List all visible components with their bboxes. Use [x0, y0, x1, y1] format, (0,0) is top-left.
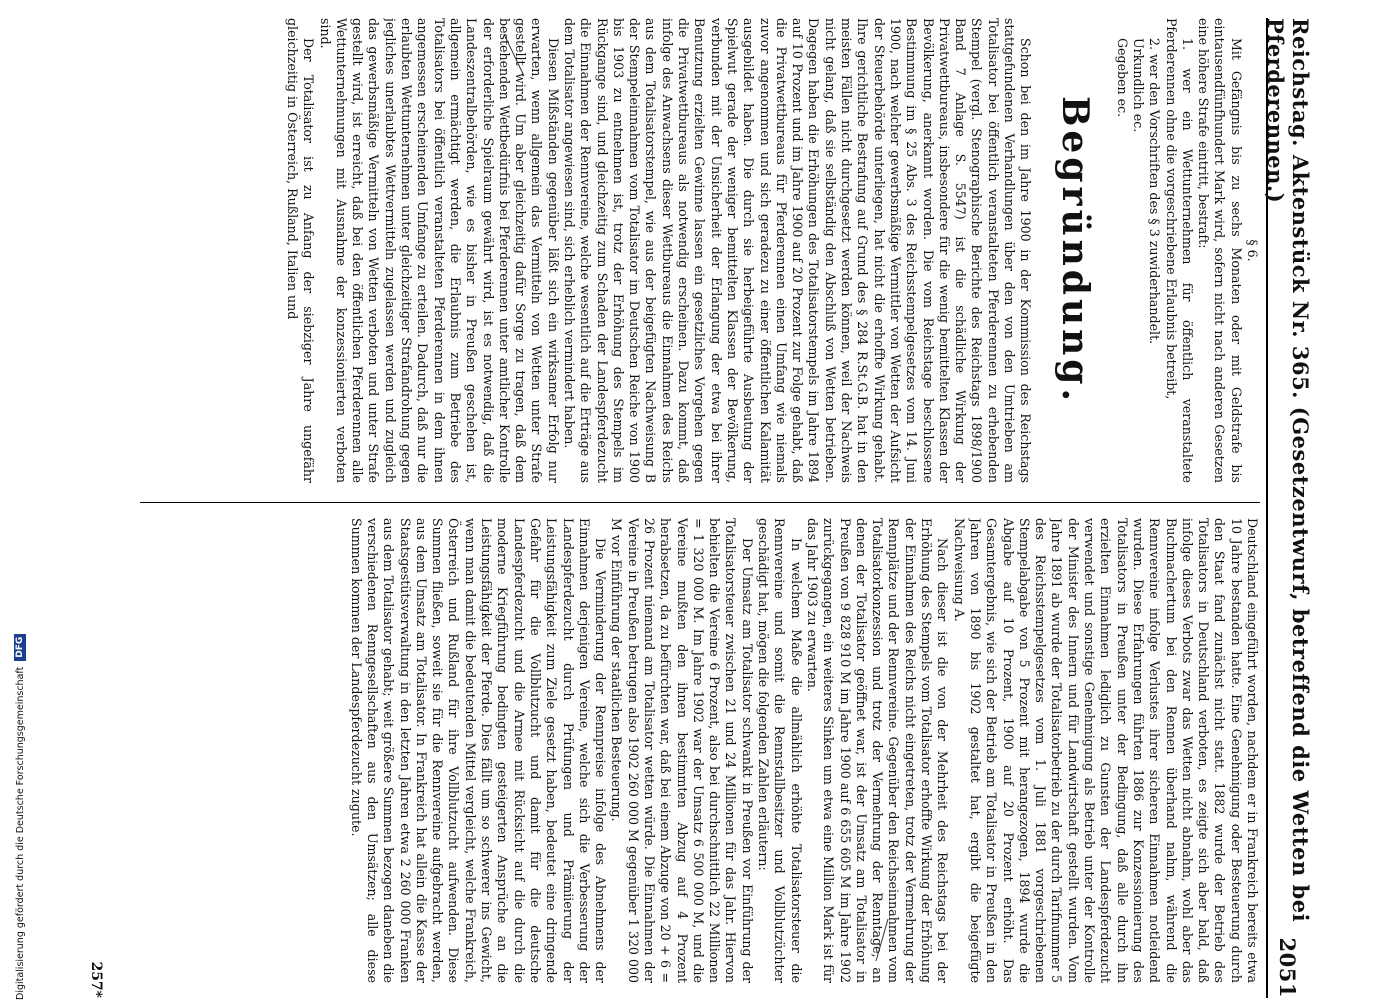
pencil-mark: [500, 30, 530, 80]
body-paragraph: In welchem Maße die allmählich erhöhte Totalisatorsteuer die Rennvereine und somit die Rennstallbesitzer und Vollblutzüchter geschädigt hat, mögen die folgenden Zahlen erläutern:: [756, 518, 804, 983]
credit-text: Digitalisierung gefördert durch die Deutsche Forschungsgemeinschaft: [14, 666, 26, 1000]
dfg-logo: DFG: [14, 634, 26, 661]
body-paragraph: Diesen Mißständen gegenüber läßt sich ein wirksamer Erfolg nur erwarten, wenn allgemein das Vermitteln von Wetten unter Strafe gestellt wird. Um aber gleichzeitig dafür Sorge zu tragen, daß dem bestehenden Wettbedürfnis bei Pferderennen unter amtlicher Kontrolle der erforderliche Spielraum gewährt wird, ist es notwendig, daß die Landeszentralbehörden, wie es bisher in Preußen geschehen ist, allgemein ermächtigt werden, die Erlaubnis zum Betriebe des Totalisators bei öffentlich veranstalteten Pferderennen in dem ihnen angemessen erscheinenden Umfange zu erteilen. Dadurch, daß nur die erlaubten Wettunternehmen unter gleichzeitiger Strafandrohung gegen jegliches unerlaubtes Wettvermitteln zugelassen werden und zugleich das gewerbsmäßige Vermitteln von Wetten verboten und unter Strafe gestellt wird, ist erreicht, daß bei den öffentlichen Pferderennen alle Wettunternehmungen mit Ausnahme der konzessionierten verboten sind.: [317, 18, 561, 483]
page-content: [80, 18, 1320, 998]
body-paragraph: Deutschland eingeführt worden, nachdem er in Frankreich bereits etwa 10 Jahre bestanden hatte. Eine Genehmigung oder Besteuerung durch den Staat fand zunächst nicht statt. 1882 wurde der Betrieb des Totalisators in Deutschland verboten, es zeigte sich aber bald, daß infolge dieses Verbots zwar das Wetten nicht abnahm, wohl aber das Buchmachertum bei den Rennen überhand nahm, während die Rennvereine infolge Verlustes ihrer sicheren Einnahmen notleidend wurden. Diese Erfahrungen führten 1886 zur Konzessionierung des Totalisators in Preußen unter der Bedingung, daß alle durch ihn erzielten Einnahmen lediglich zu Gunsten der Landespferdezucht verwendet und sonstige Genehmigung als Betrieb unter der Kontrolle der Minister des Innern und für Landwirtschaft gestellt wurden. Vom Jahre 1891 ab wurde der Totalisatorbetrieb zu der durch Tarifnummer 5 des Reichsstempelgesetzes vom 1. Juli 1881 vorgeschriebenen Stempelabgabe von 5 Prozent mit herangezogen, 1894 wurde die Abgabe auf 10 Prozent, 1900 auf 20 Prozent erhöht. Das Gesamtergebnis, wie sich der Betrieb am Totalisator in Preußen in den Jahren von 1890 bis 1902 gestaltet hat, ergibt die beigefügte Nachweisung A.: [951, 518, 1260, 983]
left-column: [140, 18, 1260, 483]
body-paragraph: Nach dieser ist die von der Mehrheit des Reichstags bei der Erhöhung des Stempels vom Totalisator erhoffte Wirkung der Erhöhung der Einnahmen des Reichs nicht eingetreten, trotz der Vermehrung der Rennplätze und der Rennvereine. Gegenüber den Reichseinnahmen vom Totalisatorkonzession und trotz der Vermehrung der Renntage, an denen der Totalisator geöffnet war, ist der Umsatz am Totalisator in Preußen von 9 828 910 M im Jahre 1900 auf 6 655 605 M im Jahre 1902 zurückgegangen, ein weiteres Sinken um etwa eine Million Mark ist für das Jahr 1903 zu erwarten.: [804, 518, 951, 983]
closing-line: Gegeben ec.: [1114, 38, 1130, 118]
body-paragraph: Der Umsatz am Totalisator schwankt in Preußen vor Einführung der Totalisatorsteuer zwischen 21 und 24 Millionen für das Jahr. Hiervon behielten die Vereine 6 Prozent, also bei durchschnittlich 22 Millionen = 1 320 000 M. Im Jahre 1902 war der Umsatz 6 500 000 M, und die Vereine mußten den ihnen bestimmten Abzug auf 4 Prozent herabsetzen, da zu befürchten war, daß bei einem Abzuge von 20 + 6 = 26 Prozent niemand am Totalisator wetten würde. Die Einnahmen der Vereine in Preußen betrugen also 1902 260 000 M gegenüber 1 320 000 M vor Einführung der staatlichen Besteuerung.: [609, 518, 755, 983]
section-heading: Begründung.: [1054, 95, 1097, 406]
running-head-title: Reichstag. Aktenstück Nr. 365. (Gesetzentwurf, betreffend die Wetten bei Pferderennen.): [1263, 18, 1313, 923]
section-mark: § 6.: [1245, 239, 1260, 262]
document-page: [50, 0, 1320, 1000]
pencil-mark: [872, 915, 892, 965]
digitization-credit: [14, 634, 26, 1000]
column-divider: [140, 502, 1260, 503]
body-paragraph: Der Totalisator ist zu Anfang der siebziger Jahre ungefähr gleichzeitig in Österreich, Rußland, Italien und: [284, 18, 317, 483]
list-item: 2. wer den Vorschriften des § 3 zuwiderhandelt.: [1147, 38, 1163, 345]
folio: 257*: [88, 961, 104, 998]
penalty-intro: Mit Gefängnis bis zu sechs Monaten oder mit Geldstrafe bis eintausendfünfhundert Mark wird, sofern nicht nach anderen Gesetzen eine höhere Strafe eintritt, bestraft:: [1196, 18, 1244, 483]
right-column: [140, 518, 1260, 983]
list-item: 1. wer ein Wettunternehmen für öffentlich veranstaltete Pferderennen ohne die vorgeschriebene Erlaubnis betreibt,: [1163, 18, 1195, 483]
page-number: 2051: [1275, 937, 1301, 998]
running-head: [1263, 18, 1313, 998]
body-paragraph: Schon bei den im Jahre 1900 in der Kommission des Reichstags stattgefundenen Verhandlungen über den von den Umtrieben am Totalisator bei öffentlich veranstalteten Pferderennen zu erhebenden Stempel (vergl. Stenographische Berichte des Reichstags 1898/1900 Band 7 Anlage S. 5547) ist die schädliche Wirkung der Privatwettbureaus, insbesondere für die wenig bemittelten Klassen der Bevölkerung, anerkannt worden. Die vom Reichstage beschlossene Bestimmung im § 25 Abs. 3 des Reichsstempelgesetzes vom 14. Juni 1900, nach welcher gewerbsmäßige Vermittler von Wetten der Aufsicht der Steuerbehörde unterliegen, hat nicht die erhoffte Wirkung gehabt. Ihre gerichtliche Bestrafung auf Grund des § 284 R.St.G.B. hat in den meisten Fällen nicht durchgesetzt werden können, weil der Nachweis nicht gelang, daß sie selbständig den Abschluß von Wetten betrieben. Dagegen haben die Erhöhungen des Totalisatorstempels im Jahre 1894 auf 10 Prozent und im Jahre 1900 auf 20 Prozent zur Folge gehabt, daß die Privatwettbureaus für Pferderennen einen Umfang wie niemals zuvor angenommen und sich geradezu zu einer öffentlichen Kalamität ausgebildet haben. Die durch sie herbeigeführte Ausbeutung der Spielwut gerade der weniger bemittelten Klassen der Bevölkerung, verbunden mit der Unsicherheit der Erlangung der etwa bei ihrer Benutzung erzielten Gewinne lassen ein gesetzliches Vorgehen gegen die Privatwettbureaus als notwendig erscheinen. Dazu kommt, daß infolge des Anwachsens dieser Wettbureaus die Einnahmen des Reichs aus dem Totalisatorstempel, wie aus der beigefügten Nachweisung B der Stempeleinnahmen vom Totalisator im Deutschen Reiche von 1900 bis 1903 zu entnehmen ist, trotz der Erhöhung des Stempels im Rückgange sind, und gleichzeitig zum Schaden der Landespferdezucht die Einnahmen der Rennvereine, welche wesentlich auf die Erträge aus dem Totalisator angewiesen sind, sich erheblich vermindert haben.: [562, 18, 1034, 483]
closing-line: Urkundlich ec.: [1130, 38, 1146, 133]
body-paragraph: Die Verminderung der Rennpreise infolge des Abnehmens der Einnahmen derjenigen Vereine, welche sich die Verbesserung der Landespferdezucht durch Prüfungen und Prämiierung der Leistungsfähigkeit zum Ziele gesetzt haben, bedeutet eine dringende Gefahr für die Vollblutzucht und damit für die deutsche Landespferdezucht und die Armee mit Rücksicht auf die durch die moderne Kriegführung bedingten gesteigerten Ansprüche an die Leistungsfähigkeit der Pferde. Dies fällt um so schwerer ins Gewicht, wenn man damit die bedeutenden Mittel vergleicht, welche Frankreich, Österreich und Rußland für ihre Vollblutzucht aufwenden. Diese Summen fließen, soweit sie für die Rennvereine aufgebracht werden, aus dem Umsatz am Totalisator. In Frankreich hat allein die Kasse der Staatsgestütsverwaltung in den letzten Jahren etwa 2 260 000 Franken aus dem Totalisator gehabt; weit größere Summen bezogen daneben die verschiedenen Renngesellschaften aus den Umsätzen; alle diese Summen kommen der Landespferdezucht zugute.: [348, 518, 609, 983]
